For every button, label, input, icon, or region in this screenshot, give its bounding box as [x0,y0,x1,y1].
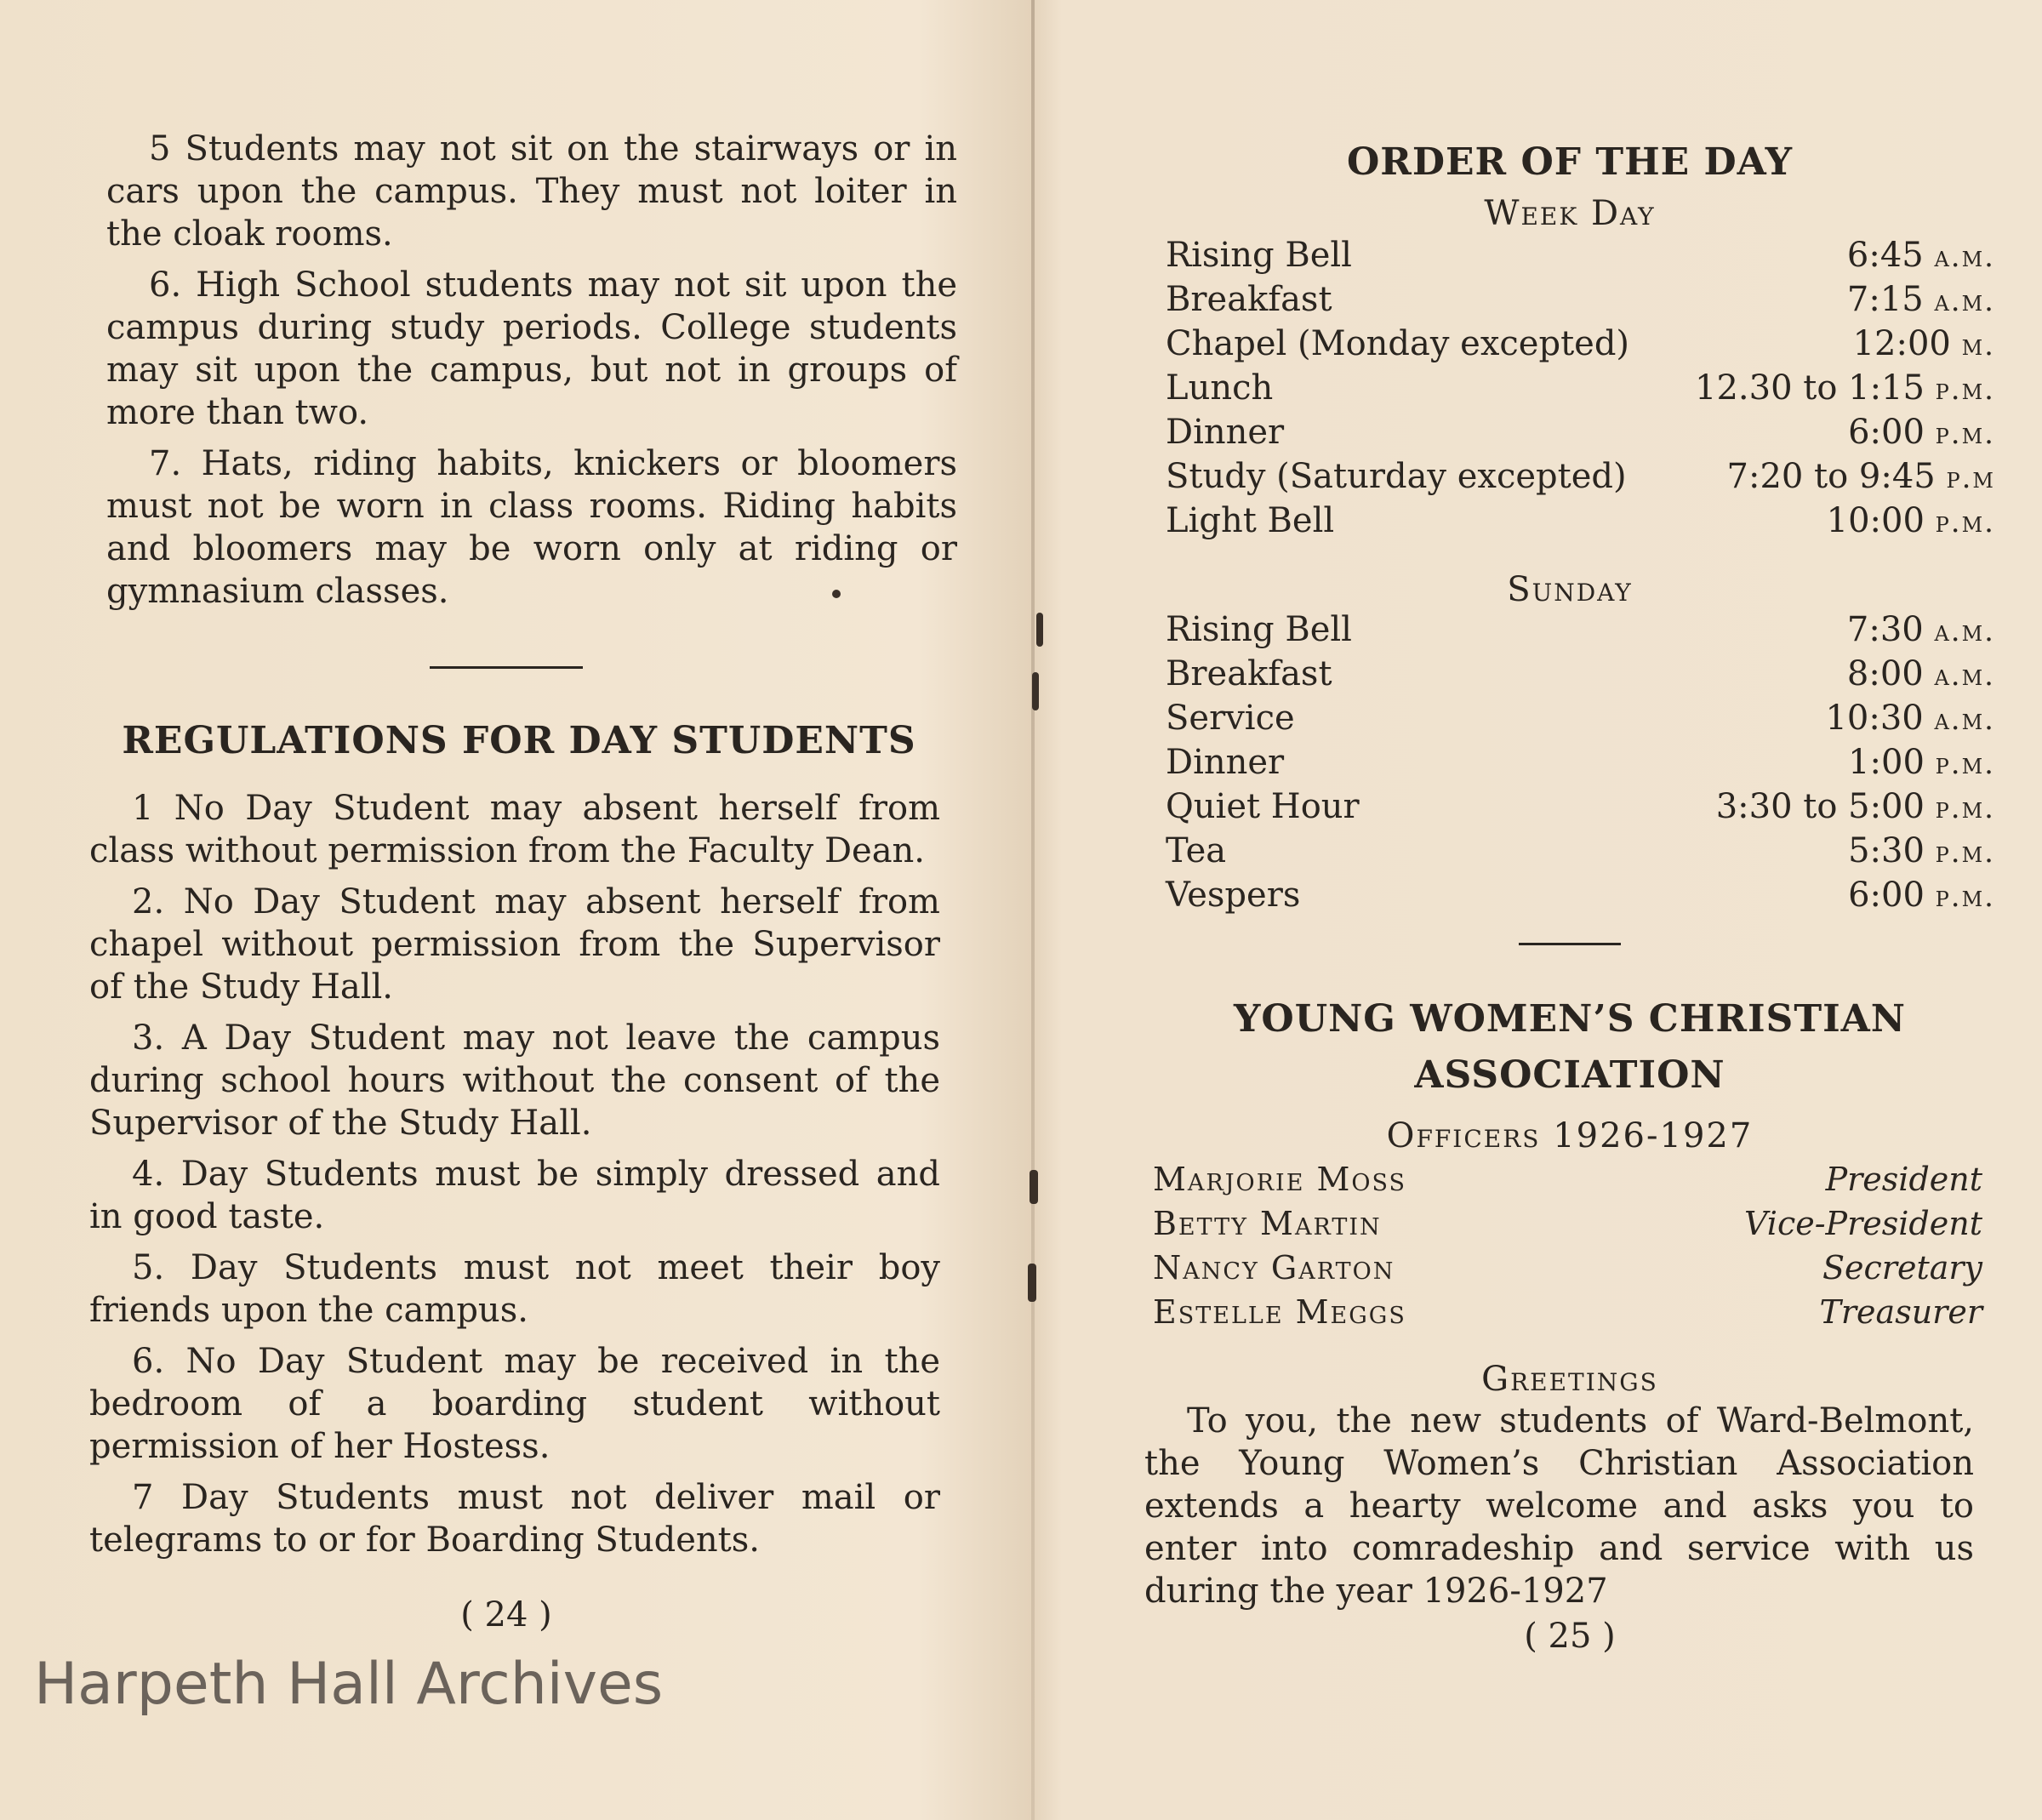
schedule-time: 3:30 to 5:00 [1715,787,1925,826]
officer-name: Marjorie Moss [1153,1161,1407,1198]
schedule-row [1166,499,1995,544]
schedule-event: Tea [1166,831,1227,870]
schedule-ampm: p.m. [1935,417,1995,451]
page-number: ( 25 ) [1524,1617,1616,1656]
schedule-row [1166,741,1995,785]
page-number: ( 24 ) [460,1595,552,1635]
schedule-time: 6:00 [1848,413,1925,452]
schedule-row [1166,653,1995,697]
schedule-time: 7:30 [1846,610,1924,649]
rule-item: 4. Day Students must be simply dressed and in good taste. [89,1155,940,1236]
schedule-event: Chapel (Monday excepted) [1166,324,1630,363]
rules-continued [106,128,957,621]
schedule-row [1166,874,1995,918]
schedule-time: 10:30 [1825,699,1924,738]
rule-item: 5 Students may not sit on the stairways or in cars upon the campus. They must not loiter in the cloak rooms. [106,129,957,254]
schedule-time: 12.30 to 1:15 [1695,368,1925,408]
schedule-time: 8:00 [1846,654,1924,693]
schedule-event: Breakfast [1166,280,1332,319]
rule-item: 2. No Day Student may absent herself from chapel without permission from the Supervisor of the Study Hall. [89,882,940,1007]
schedule-event: Rising Bell [1166,610,1352,649]
schedule-event: Quiet Hour [1166,787,1360,826]
schedule-row [1166,234,1995,278]
schedule-event: Light Bell [1166,501,1335,540]
schedule-row [1166,608,1995,653]
rule-item: 1 No Day Student may absent herself from class without permission from the Faculty Dean. [89,789,940,870]
officer-role: President [1825,1161,1982,1198]
schedule-time: 1:00 [1848,743,1925,782]
section-title: REGULATIONS FOR DAY STUDENTS [122,719,916,762]
officers-heading: Officers 1926-1927 [1386,1116,1754,1155]
schedule-row [1166,322,1995,367]
schedule-time-cell [1505,653,1995,697]
officer-row [1153,1201,1982,1246]
binding-gutter [1031,0,1035,1820]
schedule-ampm: p.m. [1935,880,1995,914]
officer-role: Vice-President [1744,1205,1982,1242]
schedule-time-cell [1505,830,1995,874]
schedule-ampm: p.m. [1935,505,1995,539]
officer-name: Estelle Meggs [1153,1293,1406,1331]
schedule-event: Vespers [1166,876,1301,915]
week-day-schedule [1166,234,1995,544]
ink-speck [832,590,841,598]
officer-role: Secretary [1822,1249,1982,1287]
officer-name: Betty Martin [1153,1205,1382,1242]
schedule-row [1166,830,1995,874]
schedule-ampm: p.m. [1935,747,1995,781]
rule-item: 7. Hats, riding habits, knickers or bloomers must not be worn in class rooms. Riding habits and bloomers may be worn only at riding or gymnasium classes. [106,444,957,611]
rule-item: 6. No Day Student may be received in the bedroom of a boarding student without permission of her Hostess. [89,1342,940,1466]
rule-item: 5. Day Students must not meet their boy friends upon the campus. [89,1248,940,1330]
schedule-time: 10:00 [1826,501,1925,540]
schedule-row [1166,278,1995,322]
officer-row [1153,1290,1982,1334]
schedule-time-cell [1505,874,1995,918]
schedule-ampm: p.m. [1935,373,1995,407]
schedule-ampm: a.m. [1934,284,1995,318]
schedule-row [1166,785,1995,830]
schedule-ampm: p.m. [1935,836,1995,870]
schedule-event: Dinner [1166,413,1285,452]
schedule-event: Breakfast [1166,654,1332,693]
ywca-title-line-1: YOUNG WOMEN’S CHRISTIAN [1233,997,1907,1041]
ywca-title [1144,991,1995,1104]
schedule-row [1166,455,1995,499]
ywca-title-line-2: ASSOCIATION [1414,1053,1725,1097]
schedule-event: Study (Saturday excepted) [1166,457,1627,496]
schedule-ampm: m. [1961,328,1995,362]
schedule-row [1166,411,1995,455]
section-divider [1519,943,1621,945]
schedule-time: 7:20 to 9:45 [1726,457,1936,496]
rule-item: 7 Day Students must not deliver mail or telegrams to or for Boarding Students. [89,1478,940,1560]
schedule-time-cell [1505,785,1995,830]
schedule-time-cell [1669,278,1995,322]
schedule-ampm: a.m. [1934,659,1995,693]
order-of-day-title: ORDER OF THE DAY [1346,140,1794,184]
officers-table [1153,1157,1982,1334]
schedule-time: 7:15 [1846,280,1924,319]
rule-item: 3. A Day Student may not leave the campus during school hours without the consent of the Supervisor of the Study Hall. [89,1018,940,1143]
schedule-time-cell [1669,411,1995,455]
schedule-time: 5:30 [1848,831,1925,870]
ink-speck [1028,1264,1036,1302]
schedule-event: Dinner [1166,743,1285,782]
officer-row [1153,1157,1982,1201]
schedule-ampm: a.m. [1934,614,1995,648]
schedule-ampm: a.m. [1934,240,1995,274]
greetings-heading: Greetings [1481,1360,1658,1399]
schedule-row [1166,697,1995,741]
schedule-time-cell [1669,367,1995,411]
schedule-ampm: p.m. [1935,791,1995,825]
schedule-time: 12:00 [1852,324,1951,363]
schedule-time-cell [1505,697,1995,741]
officer-name: Nancy Garton [1153,1249,1395,1287]
ink-speck [1032,672,1039,710]
sunday-heading: Sunday [1507,570,1633,609]
right-page [1144,0,1995,1820]
greetings-text: To you, the new students of Ward-Belmont, the Young Women’s Christian Association extends a hearty welcome and asks you to enter into comradeship and service with us during the year 1926-1927 [1144,1401,1974,1611]
day-student-rules [89,787,940,1570]
officer-row [1153,1246,1982,1290]
week-day-heading: Week Day [1484,194,1656,233]
schedule-time-cell [1669,322,1995,367]
schedule-time-cell [1669,499,1995,544]
schedule-event: Lunch [1166,368,1274,408]
schedule-time: 6:00 [1848,876,1925,915]
ink-speck [1036,613,1043,647]
schedule-time-cell [1505,741,1995,785]
archive-watermark: Harpeth Hall Archives [34,1651,664,1718]
schedule-time-cell [1669,234,1995,278]
schedule-ampm: a.m. [1934,703,1995,737]
schedule-ampm: p.m [1946,461,1995,495]
schedule-time-cell [1669,455,1995,499]
sunday-schedule [1166,608,1995,918]
schedule-event: Service [1166,699,1295,738]
schedule-time-cell [1505,608,1995,653]
rule-item: 6. High School students may not sit upon the campus during study periods. College students may sit upon the campus, but not in groups of more than two. [106,265,957,432]
section-divider [430,666,583,669]
officer-role: Treasurer [1819,1293,1982,1331]
schedule-time: 6:45 [1846,236,1924,275]
left-page [81,0,957,1820]
schedule-row [1166,367,1995,411]
schedule-event: Rising Bell [1166,236,1352,275]
ink-speck [1030,1170,1038,1204]
